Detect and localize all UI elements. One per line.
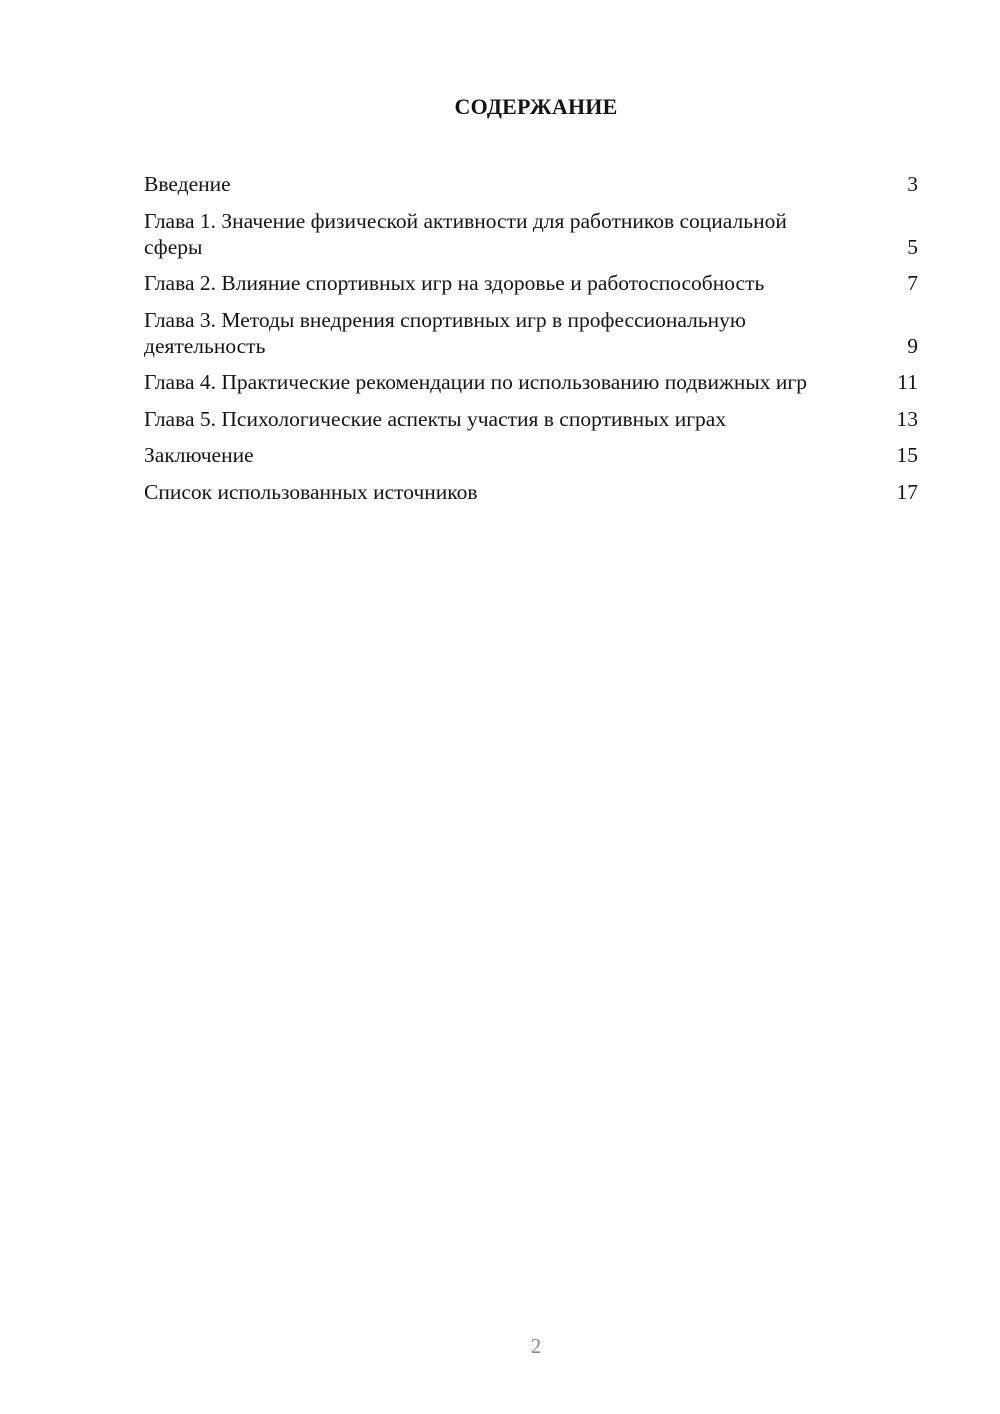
table-of-contents [144,171,918,515]
toc-entry-label: Глава 2. Влияние спортивных игр на здоровье и работоспособность [144,271,765,295]
toc-entry-conclusion[interactable] [144,442,918,468]
page-number: 2 [530,1334,542,1358]
toc-entry-chapter-1[interactable] [144,208,918,260]
toc-entry-page: 11 [897,370,918,394]
toc-entry-label: Глава 1. Значение физической активности для работников социальной сферы [144,208,787,259]
toc-entry-page: 9 [907,333,918,358]
toc-entry-page: 15 [896,443,918,467]
toc-entry-chapter-2[interactable] [144,270,918,296]
toc-entry-references[interactable] [144,479,918,505]
toc-entry-page: 5 [907,234,918,259]
toc-entry-page: 17 [896,479,918,504]
toc-entry-chapter-4[interactable] [144,369,918,395]
toc-entry-page: 3 [907,172,918,196]
toc-entry-chapter-5[interactable] [144,406,918,432]
toc-entry-page: 7 [907,271,918,295]
toc-entry-label: Список использованных источников [144,479,478,504]
toc-entry-label: Глава 3. Методы внедрения спортивных игр в профессиональную деятельность [144,307,746,358]
toc-entry-label: Глава 4. Практические рекомендации по использованию подвижных игр [144,370,807,394]
page-title: СОДЕРЖАНИЕ [454,94,618,119]
toc-entry-label: Глава 5. Психологические аспекты участия в спортивных играх [144,406,727,431]
toc-entry-label: Заключение [144,443,254,467]
toc-entry-introduction[interactable] [144,171,918,197]
toc-entry-chapter-3[interactable] [144,307,918,359]
toc-entry-label: Введение [144,172,231,196]
toc-entry-page: 13 [896,406,918,431]
